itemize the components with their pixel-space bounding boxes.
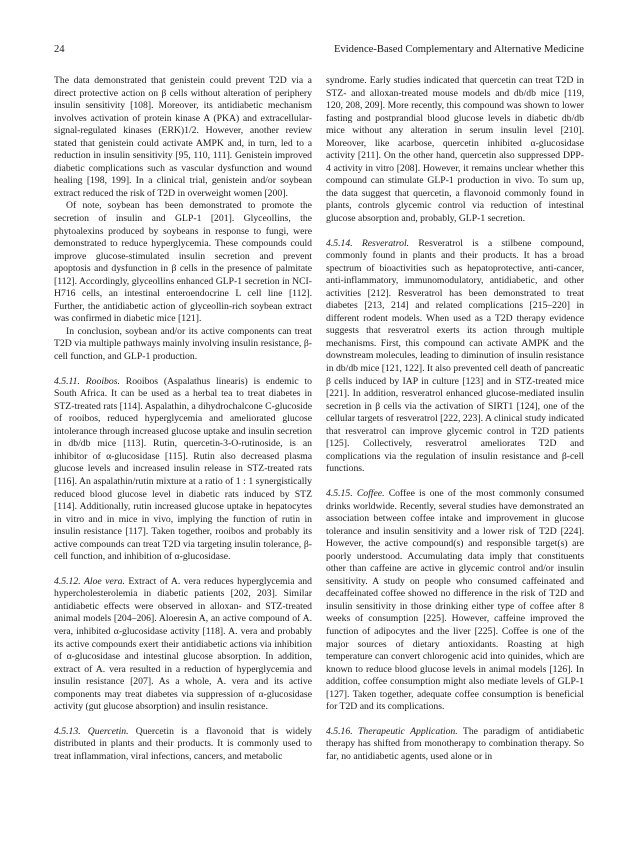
- paragraph-text: Of note, soybean has been demonstrated to promote the secretion of insulin and GLP-1 [201]. Glyceollins, the phytoalexins produced by soybeans in response to fungi, were demonstrated to reduce hyperglycemia. These compounds could improve glucose-stimulated insulin secretion and prevent apoptosis and dysfunction in β cells in the presence of palmitate [112]. Accordingly, glyceollins enhanced GLP-1 secretion in NCI-H716 cells, an intestinal enteroendocrine L cell line [112]. Further, the antidiabetic action of glyceollin-rich soybean extract was confirmed in diabetic mice [121].: [54, 200, 312, 325]
- section-paragraph: [54, 376, 312, 564]
- section-paragraph: [54, 576, 312, 714]
- page-number: 24: [54, 44, 65, 55]
- section-paragraph: [326, 238, 584, 476]
- body-paragraph: [54, 200, 312, 325]
- body-paragraph: [54, 75, 312, 200]
- paragraph-text: Quercetin is a flavonoid that is widely distributed in plants and their products. It is commonly used to treat inflammation, viral infections, cancers, and metabolic: [54, 725, 312, 762]
- section-heading: 4.5.11. Rooibos.: [54, 375, 120, 387]
- paragraph-text: The data demonstrated that genistein could prevent T2D via a direct protective action on β cells without alteration of periphery insulin sensitivity [108]. Moreover, its antidiabetic mechanism involves activation of protein kinase A (PKA) and extracellular-signal-regulated kinases (ERK)1/2. However, another review stated that genistein could activate AMPK and, in turn, led to a reduction in insulin sensitivity [95, 110, 111]. Genistein improved diabetic complications such as vascular dysfunction and wound healing [198, 199]. In a clinical trial, genistein and/or soybean extract reduced the risk of T2D in overweight women [200].: [54, 75, 312, 199]
- section-heading: 4.5.13. Quercetin.: [54, 725, 129, 737]
- right-column: [326, 75, 584, 763]
- section-heading: 4.5.14. Resveratrol.: [326, 237, 410, 249]
- paragraph-text: The paradigm of antidiabetic therapy has shifted from monotherapy to combination therapy. So far, no antidiabetic agents, used alone or in: [326, 725, 585, 762]
- section-heading: 4.5.15. Coffee.: [326, 487, 385, 499]
- body-paragraph: [326, 75, 584, 226]
- section-paragraph: [54, 726, 312, 764]
- body-paragraph: [54, 326, 312, 364]
- left-column: [54, 75, 312, 763]
- section-paragraph: [326, 726, 584, 764]
- paragraph-text: Rooibos (Aspalathus linearis) is endemic to South Africa. It can be used as a herbal tea to treat diabetes in STZ-treated rats [114]. Aspalathin, a dihydrochalcone C-glucoside of rooibos, reduced hyperglycemia and ameliorated glucose intolerance through increased glucose uptake and insulin secretion in db/db mice [113]. Rutin, quercetin-3-O-rutinoside, is an inhibitor of α-glucosidase [115]. Rutin also decreased plasma glucose levels and increased insulin release in STZ-treated rats [116]. An aspalathin/rutin mixture at a ratio of 1 : 1 synergistically reduced blood glucose level in diabetic rats induced by STZ [114]. Additionally, rutin increased glucose uptake in hepatocytes in vitro and in mice in vivo, implying the function of rutin in insulin resistance [117]. Taken together, rooibos and probably its active compounds can treat T2D via targeting insulin tolerance, β-cell function, and inhibition of α-glucosidase.: [54, 375, 312, 563]
- paragraph-text: Coffee is one of the most commonly consumed drinks worldwide. Recently, several studies have demonstrated an association between coffee intake and improvement in glucose tolerance and insulin sensitivity and a lower risk of T2D [224]. However, the active compound(s) and responsible target(s) are poorly understood. Accumulating data imply that constituents other than caffeine are active in glycemic control and/or insulin sensitivity. A study on people who consumed caffeinated and decaffeinated coffee showed no difference in the risk of T2D and insulin sensitivity in those drinking either type of coffee after 8 weeks of consumption [225]. However, caffeine improved the function of adipocytes and the liver [225]. Coffee is one of the major sources of dietary antioxidants. Roasting at high temperature can convert chlorogenic acid into quinides, which are known to reduce blood glucose levels in animal models [126]. In addition, coffee consumption might also mediate levels of GLP-1 [127]. Taken together, adequate coffee consumption is beneficial for T2D and its complications.: [326, 487, 584, 713]
- paragraph-text: In conclusion, soybean and/or its active components can treat T2D via multiple pathways mainly involving insulin resistance, β-cell function, and GLP-1 production.: [54, 325, 312, 363]
- paragraph-text: Resveratrol is a stilbene compound, commonly found in plants and their products. It has a broad spectrum of bioactivities such as hepatoprotective, anti-cancer, anti-inflammatory, immunomodulatory, antidiabetic, and other activities [212]. Resveratrol has been demonstrated to treat diabetes [213, 214] and related complications [215–220] in different rodent models. When used as a T2D therapy evidence suggests that resveratrol exerts its action through multiple mechanisms. First, this compound can activate AMPK and the downstream molecules, leading to diminution of insulin resistance in db/db mice [121, 122]. It also prevented cell death of pancreatic β cells induced by IAP in culture [123] and in STZ-treated mice [221]. In addition, resveratrol enhanced glucose-mediated insulin secretion in β cells via the activation of SIRT1 [124], one of the cellular targets of resveratrol [222, 223]. A clinical study indicated that resveratrol can improve glycemic control in T2D patients [125]. Collectively, resveratrol ameliorates T2D and complications via the regulation of insulin resistance and β-cell functions.: [326, 237, 584, 475]
- journal-title: Evidence-Based Complementary and Alternative Medicine: [333, 44, 584, 55]
- section-heading: 4.5.16. Therapeutic Application.: [326, 725, 458, 737]
- paragraph-text: Extract of A. vera reduces hyperglycemia and hypercholesterolemia in diabetic patients [202, 203]. Similar antidiabetic effects were observed in alloxan- and STZ-treated animal models [204–206]. Aloeresin A, an active compound of A. vera, inhibited α-glucosidase activity [118]. A. vera and probably its active compounds exert their antidiabetic actions via inhibition of α-glucosidase and intestinal glucose absorption. In addition, extract of A. vera resulted in a reduction of hyperglycemia and insulin resistance [207]. As a whole, A. vera and its active components may treat diabetes via suppression of α-glucosidase activity (gut glucose absorption) and insulin resistance.: [54, 575, 312, 713]
- section-heading: 4.5.12. Aloe vera.: [54, 575, 125, 587]
- paragraph-text: syndrome. Early studies indicated that quercetin can treat T2D in STZ- and alloxan-treated mouse models and db/db mice [119, 120, 208, 209]. More recently, this compound was shown to lower fasting and postprandial blood glucose levels in diabetic db/db mice without any alteration in serum insulin level [210]. Moreover, like acarbose, quercetin inhibited α-glucosidase activity [211]. On the other hand, quercetin also suppressed DPP-4 activity in vitro [208]. However, it remains unclear whether this compound can stimulate GLP-1 production in vivo. To sum up, the data suggest that quercetin, a flavonoid commonly found in plants, controls glycemic control via reduction of intestinal glucose absorption and, probably, GLP-1 secretion.: [326, 75, 584, 225]
- section-paragraph: [326, 488, 584, 714]
- page-header: [54, 44, 584, 60]
